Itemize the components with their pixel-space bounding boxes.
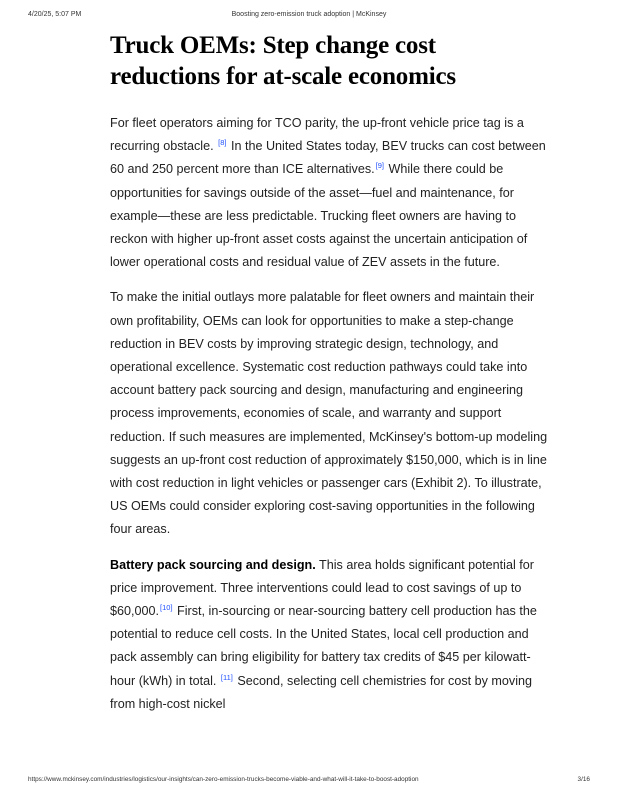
print-doc-title: Boosting zero-emission truck adoption | McKinsey <box>231 11 387 18</box>
paragraph-tco-parity <box>110 112 550 274</box>
paragraph-text: In the United States today, BEV trucks can cost between 60 and 250 percent more than ICE alternatives. <box>110 139 546 177</box>
print-datetime: 4/20/25, 5:07 PM <box>28 11 82 18</box>
citation-link-11[interactable]: [11] <box>220 672 233 682</box>
paragraph-text: While there could be opportunities for savings outside of the asset—fuel and maintenance, for example—these are less predictable. Trucking fleet owners are having to reckon with higher up-front asset costs against the uncertain anticipation of lower operational costs and residual value of ZEV assets in the future. <box>110 162 528 270</box>
citation-link-10[interactable]: [10] <box>160 603 173 613</box>
paragraph-text: This area holds significant potential for price improvement. Three interventions could lead to cost savings of up to $60,000. <box>110 557 534 619</box>
paragraph-lead-heading: Battery pack sourcing and design. <box>110 557 316 572</box>
paragraph-battery-pack <box>110 554 550 716</box>
paragraph-text: Second, selecting cell chemistries for cost by moving from high-cost nickel <box>110 673 533 711</box>
citation-link-9[interactable]: [9] <box>375 161 384 171</box>
print-page-number: 3/16 <box>577 776 590 783</box>
print-url[interactable]: https://www.mckinsey.com/industries/logistics/our-insights/can-zero-emission-trucks-become-viable-and-what-will-it-take-to-boost-adoption <box>28 776 419 783</box>
print-footer <box>0 776 618 788</box>
paragraph-cost-reduction: To make the initial outlays more palatable for fleet owners and maintain their own profitability, OEMs can look for opportunities to make a step-change reduction in BEV costs by improving strategic design, technology, and operational excellence. Systematic cost reduction pathways could take into account battery pack sourcing and design, manufacturing and engineering process improvements, economies of scale, and warranty and support reduction. If such measures are implemented, McKinsey's bottom-up modeling suggests an up-front cost reduction of approximately $150,000, which is in line with cost reduction in light vehicles or passenger cars (Exhibit 2). To illustrate, US OEMs could consider exploring cost-saving opportunities in the following four areas. <box>110 290 548 537</box>
print-header <box>0 11 618 23</box>
citation-link-8[interactable]: [8] <box>218 138 227 148</box>
paragraph-text: For fleet operators aiming for TCO parity, the up-front vehicle price tag is a recurring obstacle. <box>110 116 524 154</box>
paragraph-text: First, in-sourcing or near-sourcing battery cell production has the potential to reduce cell costs. In the United States, local cell production and pack assembly can bring eligibility for battery tax credits of $45 per kilowatt-hour (kWh) in total. <box>110 604 537 688</box>
section-heading: Truck OEMs: Step change cost reductions for at-scale economics <box>110 32 456 90</box>
article-body <box>110 30 550 728</box>
